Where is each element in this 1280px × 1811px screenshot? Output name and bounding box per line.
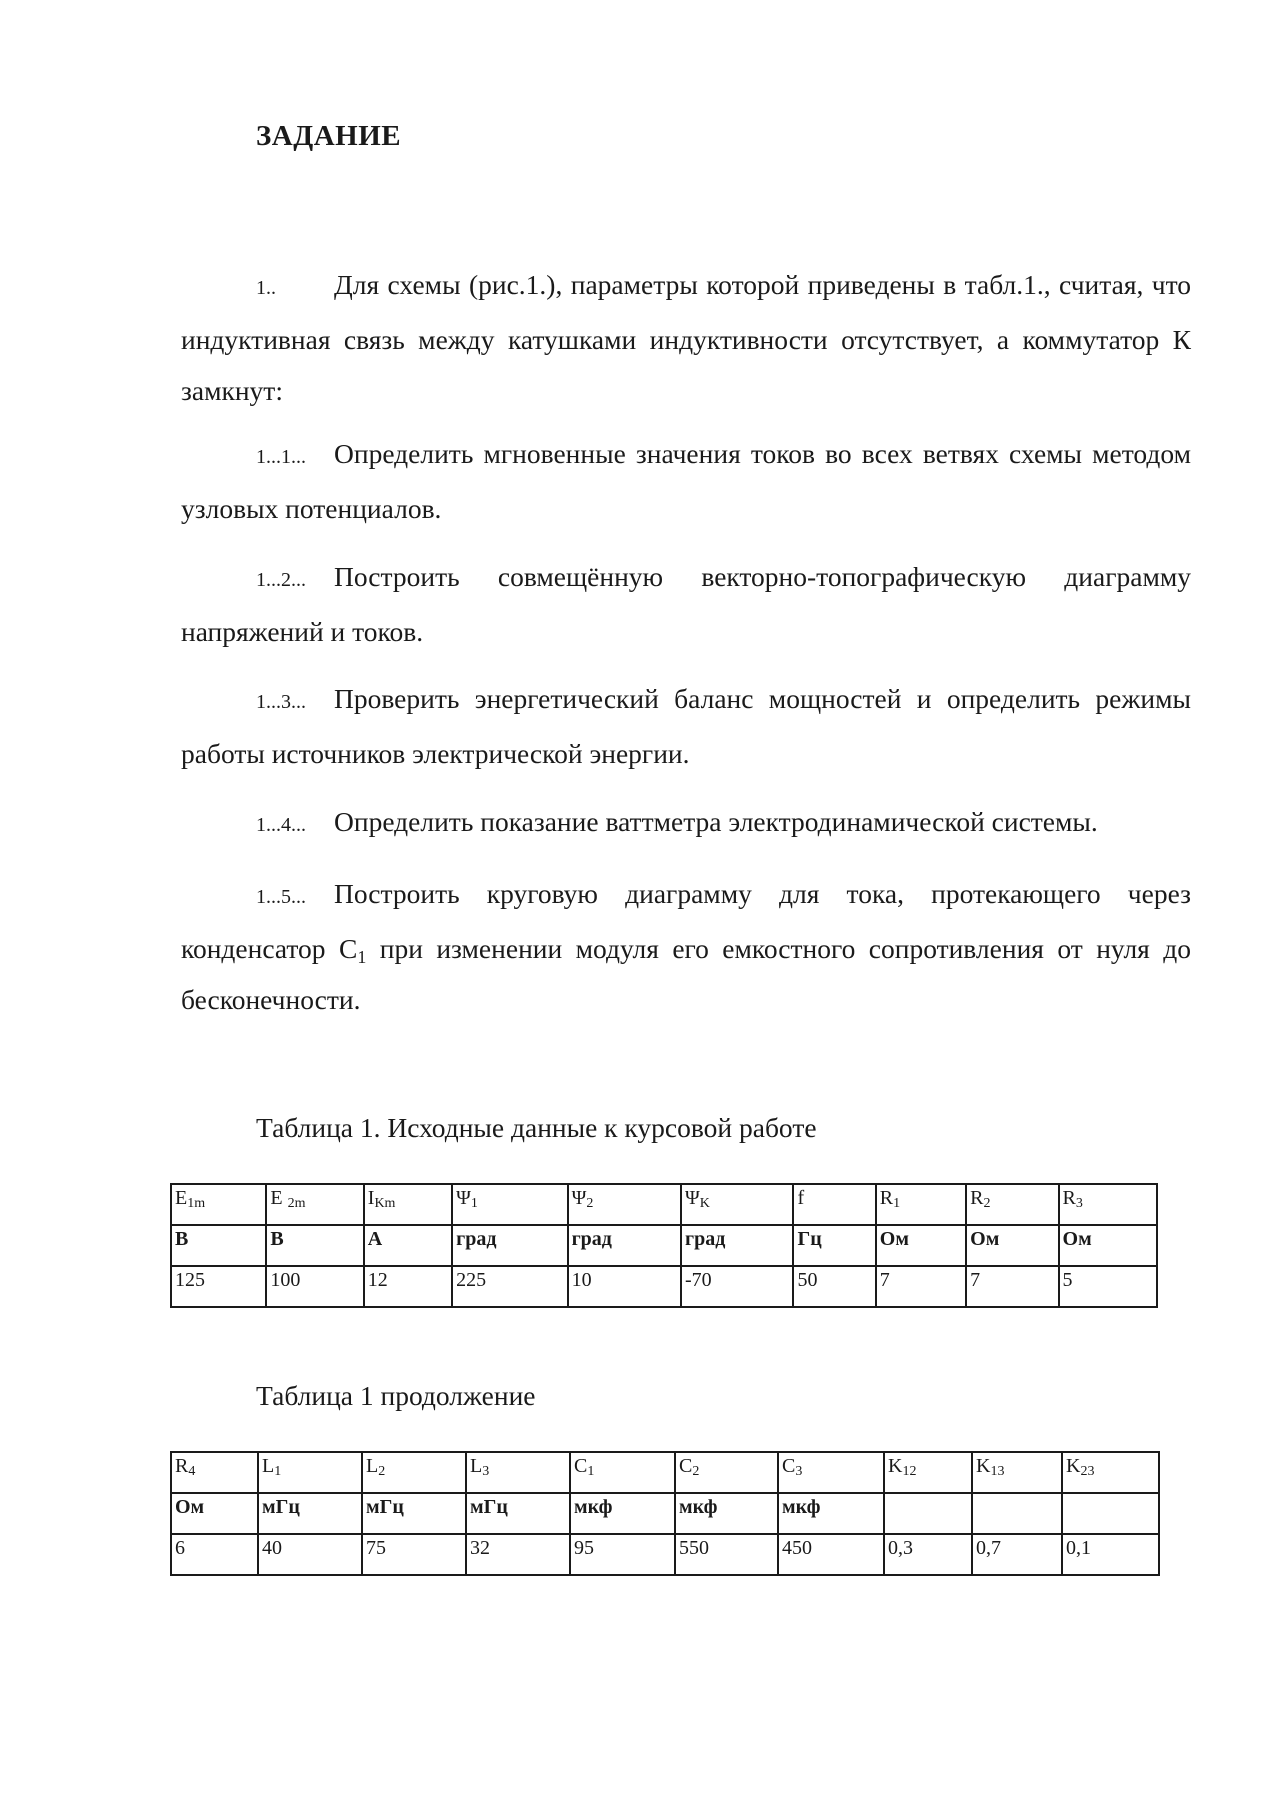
table-value-cell: 0,7 — [972, 1534, 1062, 1575]
item-number: 1...5... — [256, 886, 306, 908]
table-unit-row — [171, 1225, 1157, 1266]
table-unit-cell: Ом — [966, 1225, 1058, 1266]
table-value-row — [171, 1534, 1159, 1575]
table-unit-cell: Ом — [171, 1493, 258, 1534]
table-header-cell: $K_{12}$ — [884, 1452, 972, 1493]
item-text: Для схемы (рис.1.), параметры которой приведены в табл.1., считая, что индуктивная связь между катушками индуктивности отсутствует, а коммутатор К замкнут: — [181, 269, 1191, 406]
table-unit-cell: град — [452, 1225, 567, 1266]
table-value-cell: 450 — [778, 1534, 884, 1575]
list-item — [181, 428, 1191, 534]
list-item — [181, 673, 1191, 779]
item-number: 1...2... — [256, 569, 306, 591]
table-caption: Таблица 1. Исходные данные к курсовой работе — [256, 1112, 817, 1143]
table-value-cell: 50 — [793, 1266, 875, 1307]
table-unit-cell: мкф — [570, 1493, 675, 1534]
table-header-cell: $E_{1m}$ — [171, 1184, 266, 1225]
item-text: Построить совмещённую векторно-топографическую диаграмму напряжений и токов. — [181, 561, 1191, 647]
table-header-cell: $C_3$ — [778, 1452, 884, 1493]
table-caption: Таблица 1 продолжение — [256, 1380, 536, 1411]
table-value-cell: -70 — [681, 1266, 793, 1307]
item-number: 1.. — [256, 277, 276, 299]
table-header-cell: $L_1$ — [258, 1452, 362, 1493]
table-header-cell: $K_{13}$ — [972, 1452, 1062, 1493]
table-value-cell: 550 — [675, 1534, 778, 1575]
table-unit-row — [171, 1493, 1159, 1534]
table-unit-cell — [1062, 1493, 1159, 1534]
item-number: 1...3... — [256, 691, 306, 713]
table-header-cell: $R_4$ — [171, 1452, 258, 1493]
table-unit-cell: мкф — [778, 1493, 884, 1534]
table-value-cell: 6 — [171, 1534, 258, 1575]
data-table — [170, 1183, 1158, 1308]
table-value-cell: 225 — [452, 1266, 567, 1307]
table-value-cell: 0,1 — [1062, 1534, 1159, 1575]
table-header-cell: $I_{Km}$ — [364, 1184, 452, 1225]
table-value-cell: 75 — [362, 1534, 466, 1575]
table-header-cell: $R_1$ — [876, 1184, 966, 1225]
table-value-cell: 100 — [266, 1266, 363, 1307]
list-item — [181, 796, 1191, 851]
table-header-cell: $C_1$ — [570, 1452, 675, 1493]
table-value-cell: 125 — [171, 1266, 266, 1307]
table-unit-cell: град — [681, 1225, 793, 1266]
table-unit-cell: мГц — [362, 1493, 466, 1534]
item-text: Построить круговую диаграмму для тока, протекающего через конденсатор $С_1$ при изменении модуля его емкостного сопротивления от нуля до бесконечности. — [181, 878, 1191, 1015]
list-item — [181, 259, 1191, 416]
table-unit-cell: мГц — [466, 1493, 570, 1534]
list-item — [181, 868, 1191, 1025]
page-heading: ЗАДАНИЕ — [256, 120, 402, 152]
table-header-row — [171, 1184, 1157, 1225]
table-value-cell: 5 — [1059, 1266, 1157, 1307]
table-unit-cell: В — [266, 1225, 363, 1266]
table-header-cell: E $_{2m}$ — [266, 1184, 363, 1225]
table-unit-cell: Ом — [876, 1225, 966, 1266]
table-unit-cell — [884, 1493, 972, 1534]
table-unit-cell: А — [364, 1225, 452, 1266]
table-header-row — [171, 1452, 1159, 1493]
item-number: 1...4... — [256, 814, 306, 836]
table-header-cell: $\Psi_1$ — [452, 1184, 567, 1225]
table-unit-cell: В — [171, 1225, 266, 1266]
item-text: Определить мгновенные значения токов во всех ветвях схемы методом узловых потенциалов. — [181, 438, 1191, 524]
table-header-cell: $L_3$ — [466, 1452, 570, 1493]
table-unit-cell — [972, 1493, 1062, 1534]
table-header-cell: $R_3$ — [1059, 1184, 1157, 1225]
table-header-cell: $R_2$ — [966, 1184, 1058, 1225]
item-number: 1...1... — [256, 446, 306, 468]
table-unit-cell: град — [568, 1225, 681, 1266]
table-value-cell: 7 — [876, 1266, 966, 1307]
table-unit-cell: Гц — [793, 1225, 875, 1266]
table-value-row — [171, 1266, 1157, 1307]
table-header-cell: $C_2$ — [675, 1452, 778, 1493]
table-unit-cell: Ом — [1059, 1225, 1157, 1266]
table-value-cell: 10 — [568, 1266, 681, 1307]
table-value-cell: 95 — [570, 1534, 675, 1575]
table-header-cell: $L_2$ — [362, 1452, 466, 1493]
table-header-cell: $\Psi_2$ — [568, 1184, 681, 1225]
table-header-cell: f — [793, 1184, 875, 1225]
table-header-cell: $K_{23}$ — [1062, 1452, 1159, 1493]
list-item — [181, 551, 1191, 657]
table-value-cell: 7 — [966, 1266, 1058, 1307]
table-unit-cell: мГц — [258, 1493, 362, 1534]
item-text: Проверить энергетический баланс мощностей и определить режимы работы источников электрической энергии. — [181, 683, 1191, 769]
data-table — [170, 1451, 1160, 1576]
table-value-cell: 32 — [466, 1534, 570, 1575]
table-value-cell: 0,3 — [884, 1534, 972, 1575]
item-text: Определить показание ваттметра электродинамической системы. — [334, 806, 1098, 837]
table-value-cell: 40 — [258, 1534, 362, 1575]
table-unit-cell: мкф — [675, 1493, 778, 1534]
table-value-cell: 12 — [364, 1266, 452, 1307]
table-header-cell: $\Psi_K$ — [681, 1184, 793, 1225]
